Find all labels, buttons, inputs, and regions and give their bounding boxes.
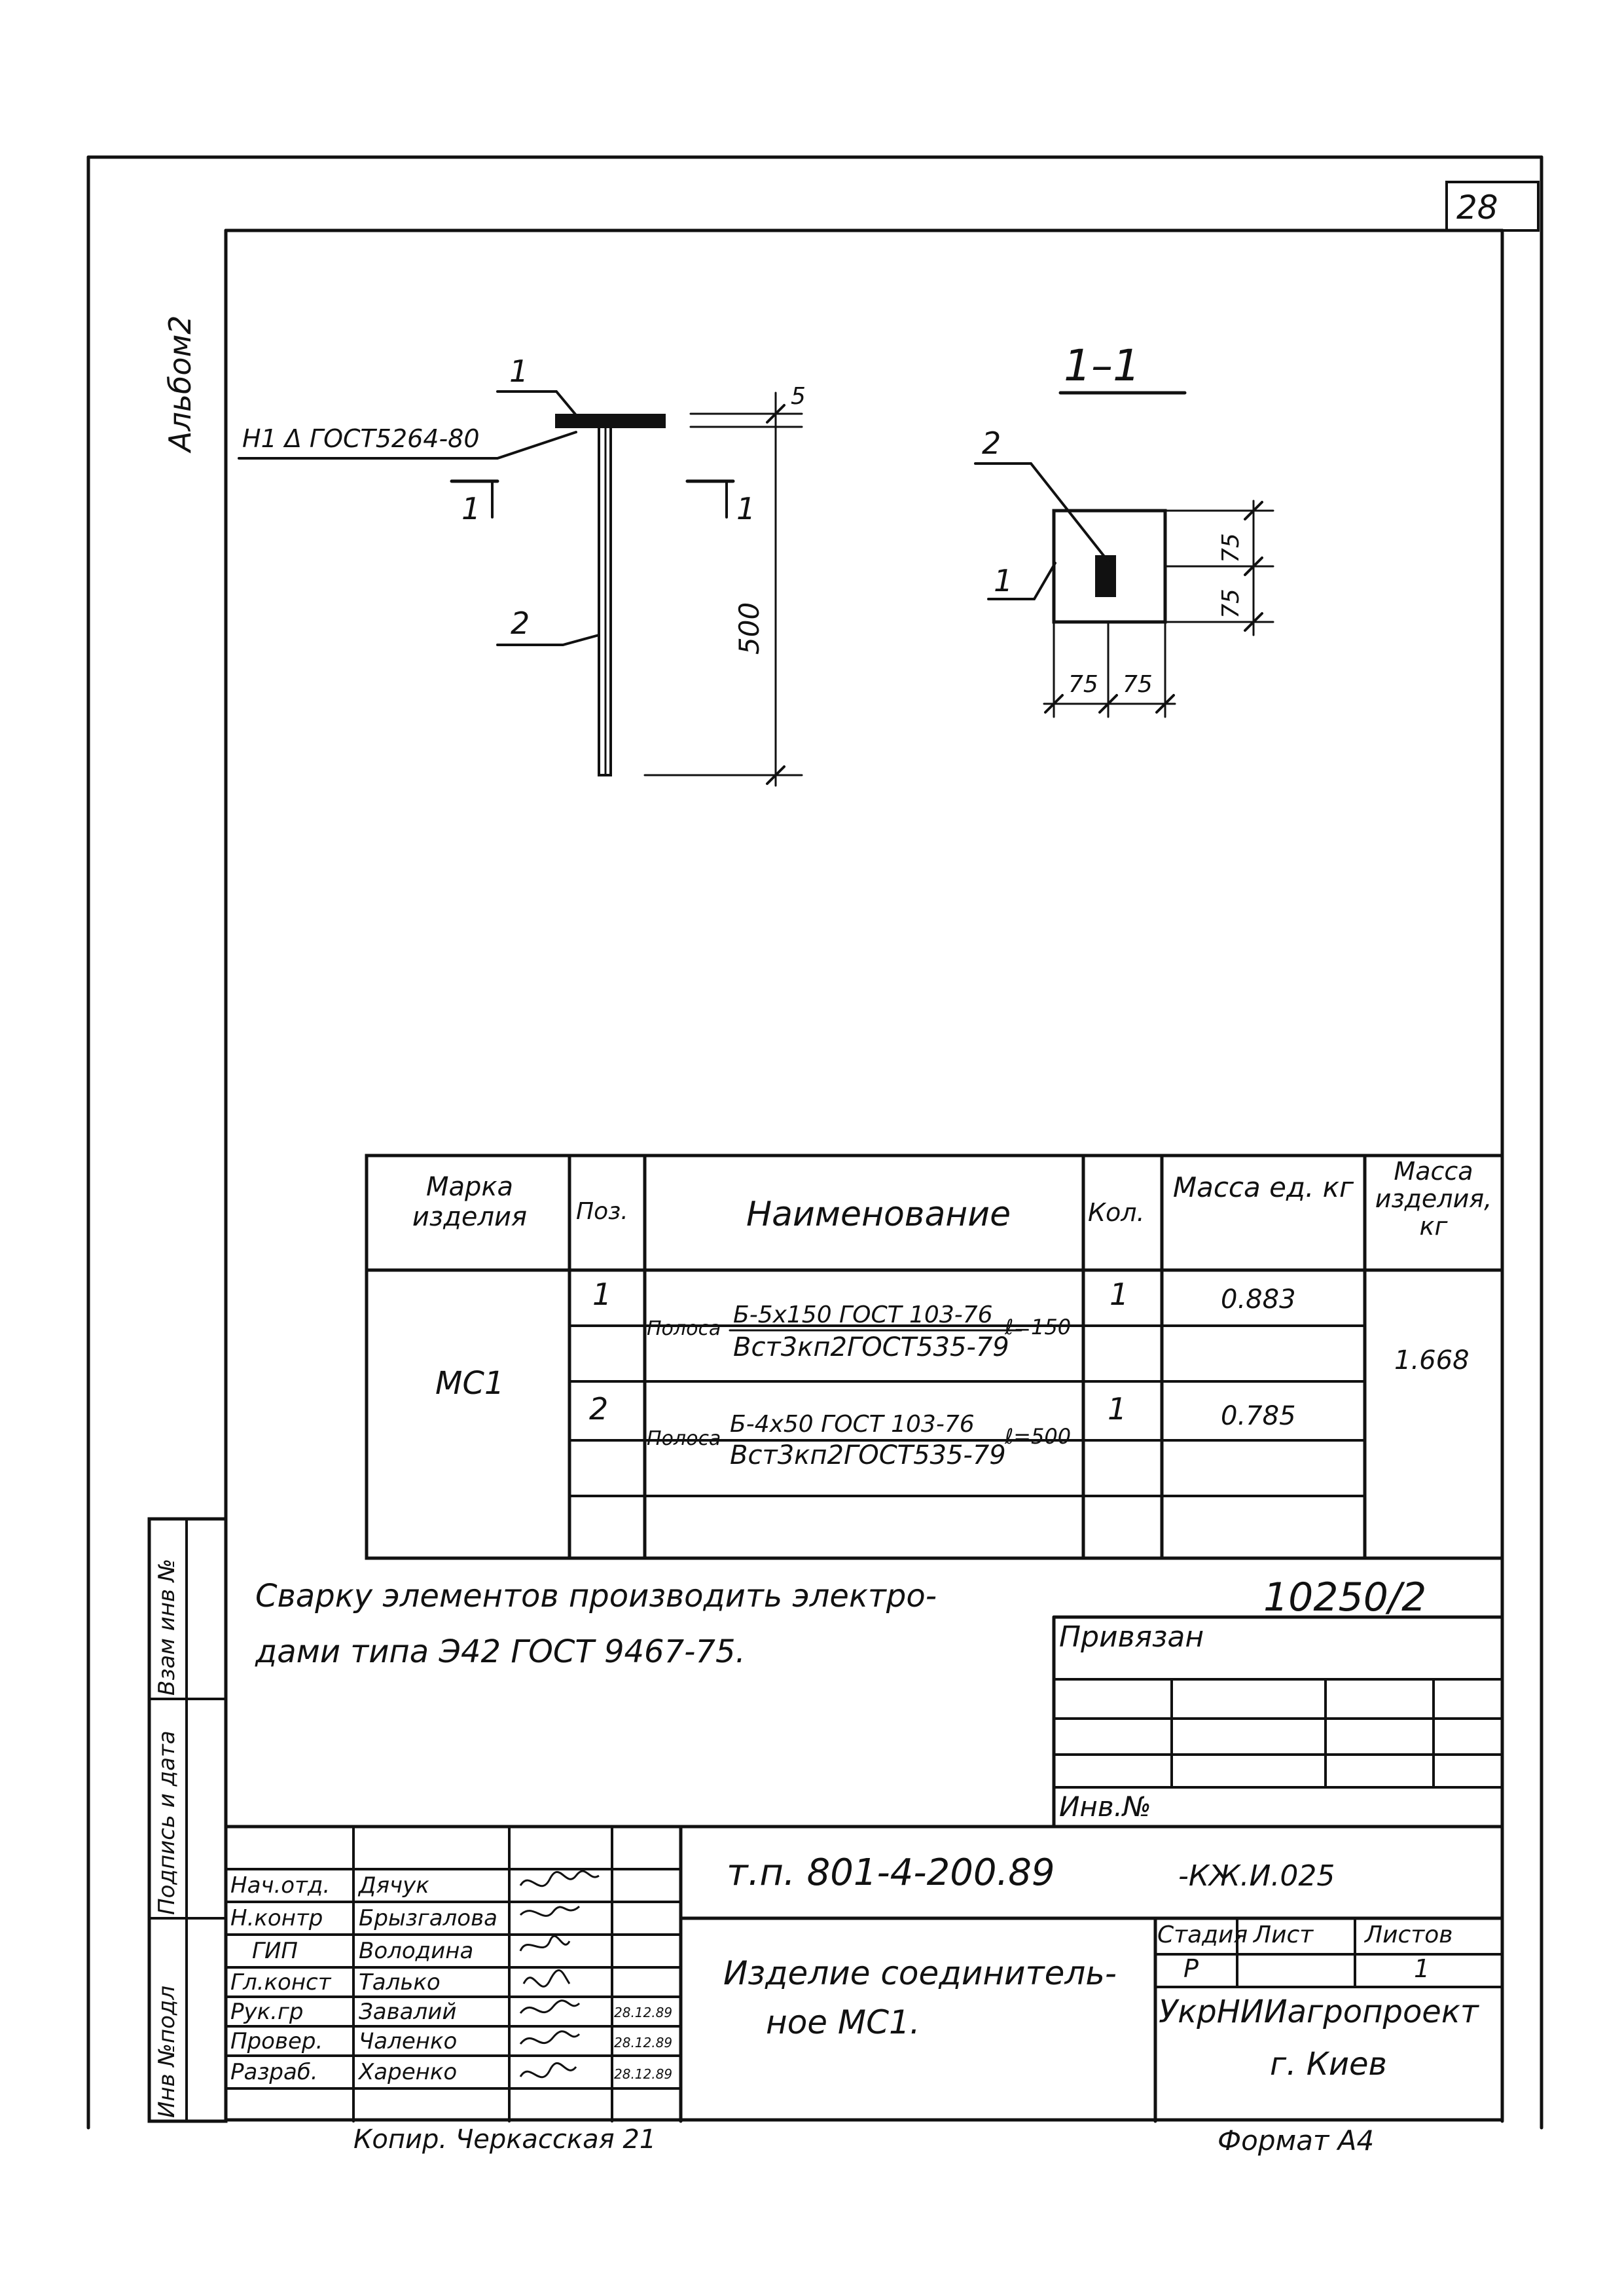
section-dim-h2: 75 [1218, 589, 1244, 619]
role-name-6: Харенко [359, 2059, 458, 2085]
pos-2-label: 2 [511, 606, 530, 641]
role-5: Провер. [230, 2028, 323, 2054]
note-line-1: Сварку элементов производить электро- [255, 1578, 937, 1614]
spec-header-name: Наименование [746, 1195, 1011, 1234]
role-date-4: 28.12.89 [614, 2005, 673, 2020]
spec-header-qty: Кол. [1088, 1198, 1145, 1227]
sheets-value: 1 [1414, 1954, 1430, 1983]
role-name-5: Чаленко [359, 2028, 458, 2054]
spec-row2-top: Б-4х50 ГОСТ 103-76 [730, 1411, 975, 1438]
spec-item-mass: 1.668 [1394, 1345, 1470, 1376]
role-name-1: Брызгалова [359, 1905, 497, 1931]
spec-row2-bottom: Вст3кп2ГОСТ535-79 [730, 1440, 1006, 1470]
role-4: Рук.гр [230, 1999, 304, 2025]
pos-1-label: 1 [509, 354, 529, 389]
section-strip-shape [1096, 556, 1115, 596]
signature-7 [520, 2063, 576, 2077]
spec-header-unit-mass: Масса ед. кг [1172, 1171, 1354, 1203]
section-title: 1–1 [1064, 340, 1140, 391]
album-label: Альбом2 [162, 315, 198, 452]
role-date-5: 28.12.89 [614, 2035, 673, 2050]
signature-1 [520, 1871, 599, 1886]
spec-row1-top: Б-5х150 ГОСТ 103-76 [733, 1302, 993, 1328]
role-3: Гл.конст [230, 1969, 331, 1995]
spec-header-pos: Поз. [576, 1198, 628, 1225]
section-marker-right: 1 [736, 491, 756, 526]
side-stamp-replace: Взам инв № [154, 1558, 180, 1696]
spec-row1-length: ℓ=150 [1005, 1315, 1072, 1339]
spec-row2-pos: 2 [589, 1391, 609, 1427]
spec-row1-bottom: Вст3кп2ГОСТ535-79 [733, 1332, 1009, 1362]
role-name-4: Завалий [359, 1999, 457, 2025]
signature-5 [520, 2001, 579, 2013]
role-date-6: 28.12.89 [614, 2066, 673, 2082]
spec-row1-unit-mass: 0.883 [1221, 1285, 1296, 1315]
spec-row2-prefix: Полоса [647, 1427, 721, 1450]
signature-4 [524, 1970, 569, 1986]
sheet-header: Лист [1254, 1922, 1314, 1948]
spec-row1-prefix: Полоса [647, 1317, 721, 1340]
city: г. Киев [1270, 2046, 1387, 2083]
signature-3 [520, 1936, 569, 1951]
sheet-number: 28 [1456, 189, 1498, 227]
role-6: Разраб. [230, 2059, 318, 2085]
sheets-header: Листов [1365, 1922, 1453, 1948]
spec-row2-length: ℓ=500 [1005, 1424, 1072, 1449]
side-stamp-inv: Инв №подл [154, 1985, 180, 2118]
signature-6 [520, 2032, 579, 2044]
role-1: Н.контр [230, 1905, 323, 1931]
spec-header-item-mass: Масса изделия, кг [1375, 1157, 1492, 1241]
section-dim-w2: 75 [1123, 671, 1153, 698]
role-name-3: Талько [359, 1969, 441, 1995]
dim-thickness: 5 [791, 383, 806, 410]
side-stamp-signature: Подпись и дата [154, 1730, 180, 1915]
role-2: ГИП [252, 1938, 298, 1964]
spec-header-mark: Марка изделия [412, 1172, 528, 1232]
role-0: Нач.отд. [230, 1872, 331, 1899]
stage-value: Р [1183, 1954, 1199, 1983]
role-name-2: Володина [359, 1938, 474, 1964]
spec-row1-pos: 1 [592, 1277, 612, 1312]
signature-2 [520, 1906, 579, 1916]
doc-code: т.п. 801-4-200.89 [727, 1851, 1055, 1894]
note-line-2: дами типа Э42 ГОСТ 9467-75. [255, 1633, 746, 1670]
spec-row1-qty: 1 [1110, 1277, 1129, 1312]
item-title-2: ное МС1. [766, 2003, 920, 2041]
section-dim-h1: 75 [1218, 533, 1244, 563]
role-name-0: Дячук [359, 1872, 429, 1899]
binding-inv: Инв.№ [1059, 1791, 1151, 1823]
binding-number: 10250/2 [1263, 1575, 1427, 1620]
binding-title: Привязан [1059, 1620, 1204, 1654]
dim-length: 500 [733, 602, 765, 655]
leader-pos-1 [497, 392, 576, 415]
section-marker-left: 1 [461, 491, 481, 526]
spec-row2-unit-mass: 0.785 [1221, 1401, 1296, 1431]
format-label: Формат А4 [1218, 2124, 1375, 2157]
section-pos-2: 2 [982, 426, 1001, 461]
section-pos-1: 1 [994, 563, 1013, 598]
weld-note: Н1 Δ ГОСТ5264-80 [242, 424, 480, 453]
plate-1-shape [556, 415, 664, 427]
section-leader-pos-2 [975, 464, 1110, 563]
copier-note: Копир. Черкасская 21 [353, 2124, 657, 2155]
section-dim-w1: 75 [1068, 671, 1098, 698]
stage-header: Стадия [1157, 1922, 1248, 1948]
item-title-1: Изделие соединитель- [723, 1954, 1117, 1992]
spec-mark: МС1 [435, 1365, 505, 1402]
doc-suffix: -КЖ.И.025 [1178, 1859, 1335, 1893]
organization: УкрНИИагропроект [1159, 1994, 1479, 2030]
spec-row2-qty: 1 [1108, 1391, 1127, 1427]
